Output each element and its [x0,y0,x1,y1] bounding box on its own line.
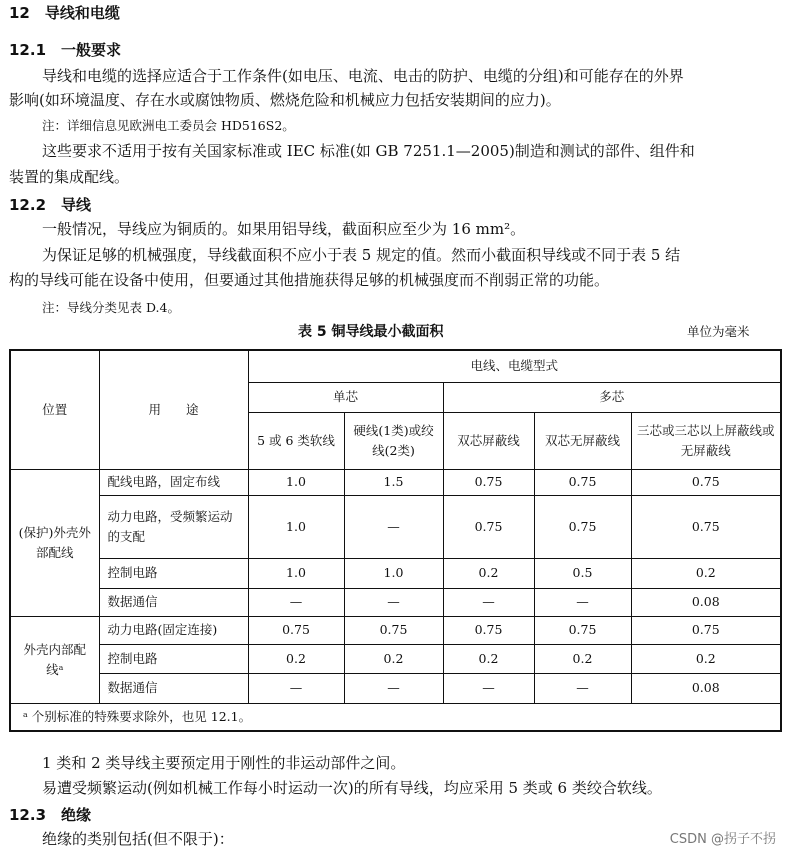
cell: — [534,673,631,703]
paragraph: 易遭受频繁运动(例如机械工作每小时运动一次)的所有导线，均应采用 5 类或 6 类绞合软线。 [42,779,662,797]
cell: 0.75 [534,495,631,558]
table-caption: 表 5 铜导线最小截面积 [298,324,444,340]
cell: 0.75 [443,469,534,495]
cell: 0.75 [631,495,781,558]
cell: — [248,588,344,616]
header-multi: 多芯 [443,382,781,412]
table-row [10,644,781,673]
cell: — [443,588,534,616]
row-use: 动力电路(固定连接) [99,616,248,644]
cell: 1.0 [248,495,344,558]
table-row [10,588,781,616]
paragraph: 一般情况，导线应为铜质的。如果用铝导线，截面积应至少为 16 mm²。 [42,220,526,238]
cell: 0.5 [534,558,631,588]
row-use: 数据通信 [99,673,248,703]
cell: 0.2 [443,558,534,588]
table-row [10,469,781,495]
cell: 0.75 [534,469,631,495]
row-use: 控制电路 [99,644,248,673]
header-position: 位置 [10,350,99,469]
header-col-5: 三芯或三芯以上屏蔽线或无屏蔽线 [631,412,781,469]
header-col-1: 5 或 6 类软线 [248,412,344,469]
cell: 0.75 [534,616,631,644]
header-col-4: 双芯无屏蔽线 [534,412,631,469]
cell: 0.75 [631,616,781,644]
cell: — [443,673,534,703]
cell: 0.75 [631,469,781,495]
cell: 0.2 [443,644,534,673]
cell: 0.75 [344,616,443,644]
table-unit: 单位为毫米 [687,324,750,339]
header-type: 电线、电缆型式 [248,350,781,382]
cell: 1.0 [344,558,443,588]
cell: 0.75 [443,495,534,558]
paragraph: 为保证足够的机械强度，导线截面积不应小于表 5 规定的值。然而小截面积导线或不同于表 5 结 [42,246,681,264]
header-col-2: 硬线(1类)或绞线(2类) [344,412,443,469]
data-table [9,349,782,732]
table-row [10,673,781,703]
cell: — [344,588,443,616]
cell: 0.2 [631,558,781,588]
cell: 0.2 [248,644,344,673]
group-label-outside: (保护)外壳外部配线 [10,469,99,616]
cell: — [248,673,344,703]
row-use: 数据通信 [99,588,248,616]
group-label-inside: 外壳内部配线ᵃ [10,616,99,703]
paragraph: 这些要求不适用于按有关国家标准或 IEC 标准(如 GB 7251.1—2005)制造和测试的部件、组件和 [42,142,695,160]
cell: 0.2 [344,644,443,673]
cell: — [344,495,443,558]
header-use: 用 途 [99,350,248,469]
note: 注：详细信息见欧洲电工委员会 HD516S2。 [42,118,295,133]
cell: 0.08 [631,588,781,616]
paragraph: 绝缘的类别包括(但不限于)： [42,830,234,848]
paragraph: 影响(如环境温度、存在水或腐蚀物质、燃烧危险和机械应力包括安装期间的应力)。 [9,91,561,109]
paragraph: 装置的集成配线。 [9,168,130,186]
row-use: 配线电路，固定布线 [99,469,248,495]
paragraph: 构的导线可能在设备中使用，但要通过其他措施获得足够的机械强度而不削弱正常的功能。 [9,271,610,289]
header-single: 单芯 [248,382,443,412]
cell: 1.0 [248,558,344,588]
subsection-heading-12-1: 12.1 一般要求 [9,41,122,59]
row-use: 动力电路，受频繁运动的支配 [99,495,248,558]
section-heading: 12 导线和电缆 [9,4,120,22]
cell: 0.2 [534,644,631,673]
paragraph: 1 类和 2 类导线主要预定用于刚性的非运动部件之间。 [42,754,406,772]
cell: 0.75 [248,616,344,644]
watermark: CSDN @拐子不拐 [669,832,776,847]
paragraph: 导线和电缆的选择应适合于工作条件(如电压、电流、电击的防护、电缆的分组)和可能存在的外界 [42,67,684,85]
cell: — [534,588,631,616]
header-col-3: 双芯屏蔽线 [443,412,534,469]
row-use: 控制电路 [99,558,248,588]
cell: 0.75 [443,616,534,644]
table-row [10,495,781,558]
cell: 0.08 [631,673,781,703]
cell: — [344,673,443,703]
subsection-heading-12-3: 12.3 绝缘 [9,806,92,824]
note: 注：导线分类见表 D.4。 [42,300,180,315]
cell: 0.2 [631,644,781,673]
table-footnote: ᵃ 个别标准的特殊要求除外，也见 12.1。 [10,703,781,731]
table-row [10,558,781,588]
table-row [10,616,781,644]
cell: 1.5 [344,469,443,495]
cell: 1.0 [248,469,344,495]
subsection-heading-12-2: 12.2 导线 [9,196,92,214]
